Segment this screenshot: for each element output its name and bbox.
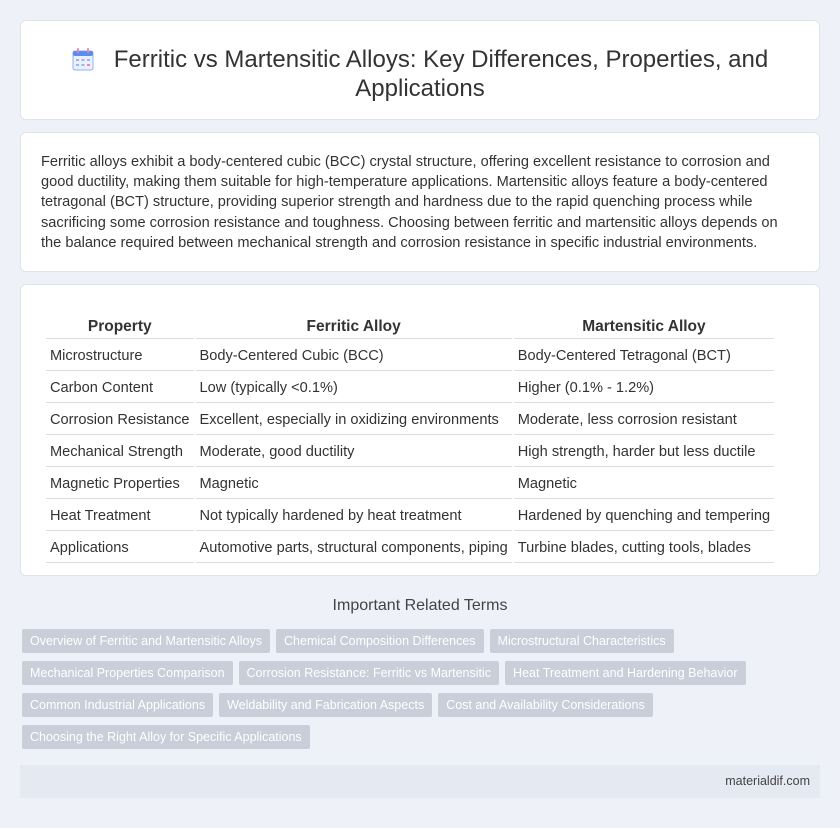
related-term-link[interactable]: Corrosion Resistance: Ferritic vs Martensitic [239,661,500,685]
table-cell: Heat Treatment [46,501,194,531]
related-term-link[interactable]: Weldability and Fabrication Aspects [219,693,432,717]
related-term-link[interactable]: Chemical Composition Differences [276,629,484,653]
header-ferritic: Ferritic Alloy [196,317,512,339]
table-cell: Body-Centered Tetragonal (BCT) [514,341,774,371]
table-cell: Higher (0.1% - 1.2%) [514,373,774,403]
table-cell: Turbine blades, cutting tools, blades [514,533,774,563]
table-cell: Applications [46,533,194,563]
table-cell: High strength, harder but less ductile [514,437,774,467]
table-cell: Low (typically <0.1%) [196,373,512,403]
title-card [20,20,820,120]
related-term-link[interactable]: Heat Treatment and Hardening Behavior [505,661,745,685]
table-cell: Moderate, less corrosion resistant [514,405,774,435]
table-row [46,533,774,563]
table-cell: Mechanical Strength [46,437,194,467]
table-cell: Not typically hardened by heat treatment [196,501,512,531]
table-cell: Carbon Content [46,373,194,403]
table-header-row [46,317,774,339]
table-cell: Excellent, especially in oxidizing environments [196,405,512,435]
table-cell: Moderate, good ductility [196,437,512,467]
related-terms-heading: Important Related Terms [332,597,508,614]
related-term-link[interactable]: Cost and Availability Considerations [438,693,653,717]
table-row [46,373,774,403]
table-row [46,501,774,531]
table-cell: Magnetic [196,469,512,499]
related-term-link[interactable]: Mechanical Properties Comparison [22,661,233,685]
table-cell: Corrosion Resistance [46,405,194,435]
header-property: Property [46,317,194,339]
table-row [46,437,774,467]
comparison-table [44,315,776,565]
related-terms-list [22,629,812,757]
related-term-link[interactable]: Overview of Ferritic and Martensitic Alloys [22,629,270,653]
summary-paragraph: Ferritic alloys exhibit a body-centered cubic (BCC) crystal structure, offering excellent resistance to corrosion and good ductility, making them suitable for high-temperature applications. Martensitic alloys feature a body-centered tetragonal (BCT) structure, providing superior strength and hardness due to the rapid quenching process while sacrificing some corrosion resistance and toughness. Choosing between ferritic and martensitic alloys depends on the balance required between mechanical strength and corrosion resistance in specific industrial environments. [41,154,778,251]
footer-site-name: materialdif.com [725,774,810,788]
related-term-link[interactable]: Choosing the Right Alloy for Specific Applications [22,725,310,749]
calendar-icon [72,47,94,71]
related-term-link[interactable]: Common Industrial Applications [22,693,213,717]
table-cell: Magnetic Properties [46,469,194,499]
footer [20,765,820,798]
table-cell: Microstructure [46,341,194,371]
table-cell: Magnetic [514,469,774,499]
table-cell: Automotive parts, structural components, piping [196,533,512,563]
summary-card [20,132,820,272]
table-cell: Hardened by quenching and tempering [514,501,774,531]
page-title [61,45,779,103]
page-title-text: Ferritic vs Martensitic Alloys: Key Differences, Properties, and Applications [113,46,769,102]
table-cell: Body-Centered Cubic (BCC) [196,341,512,371]
comparison-table-card [20,284,820,576]
header-martensitic: Martensitic Alloy [514,317,774,339]
table-row [46,405,774,435]
table-row [46,469,774,499]
related-term-link[interactable]: Microstructural Characteristics [490,629,674,653]
table-row [46,341,774,371]
